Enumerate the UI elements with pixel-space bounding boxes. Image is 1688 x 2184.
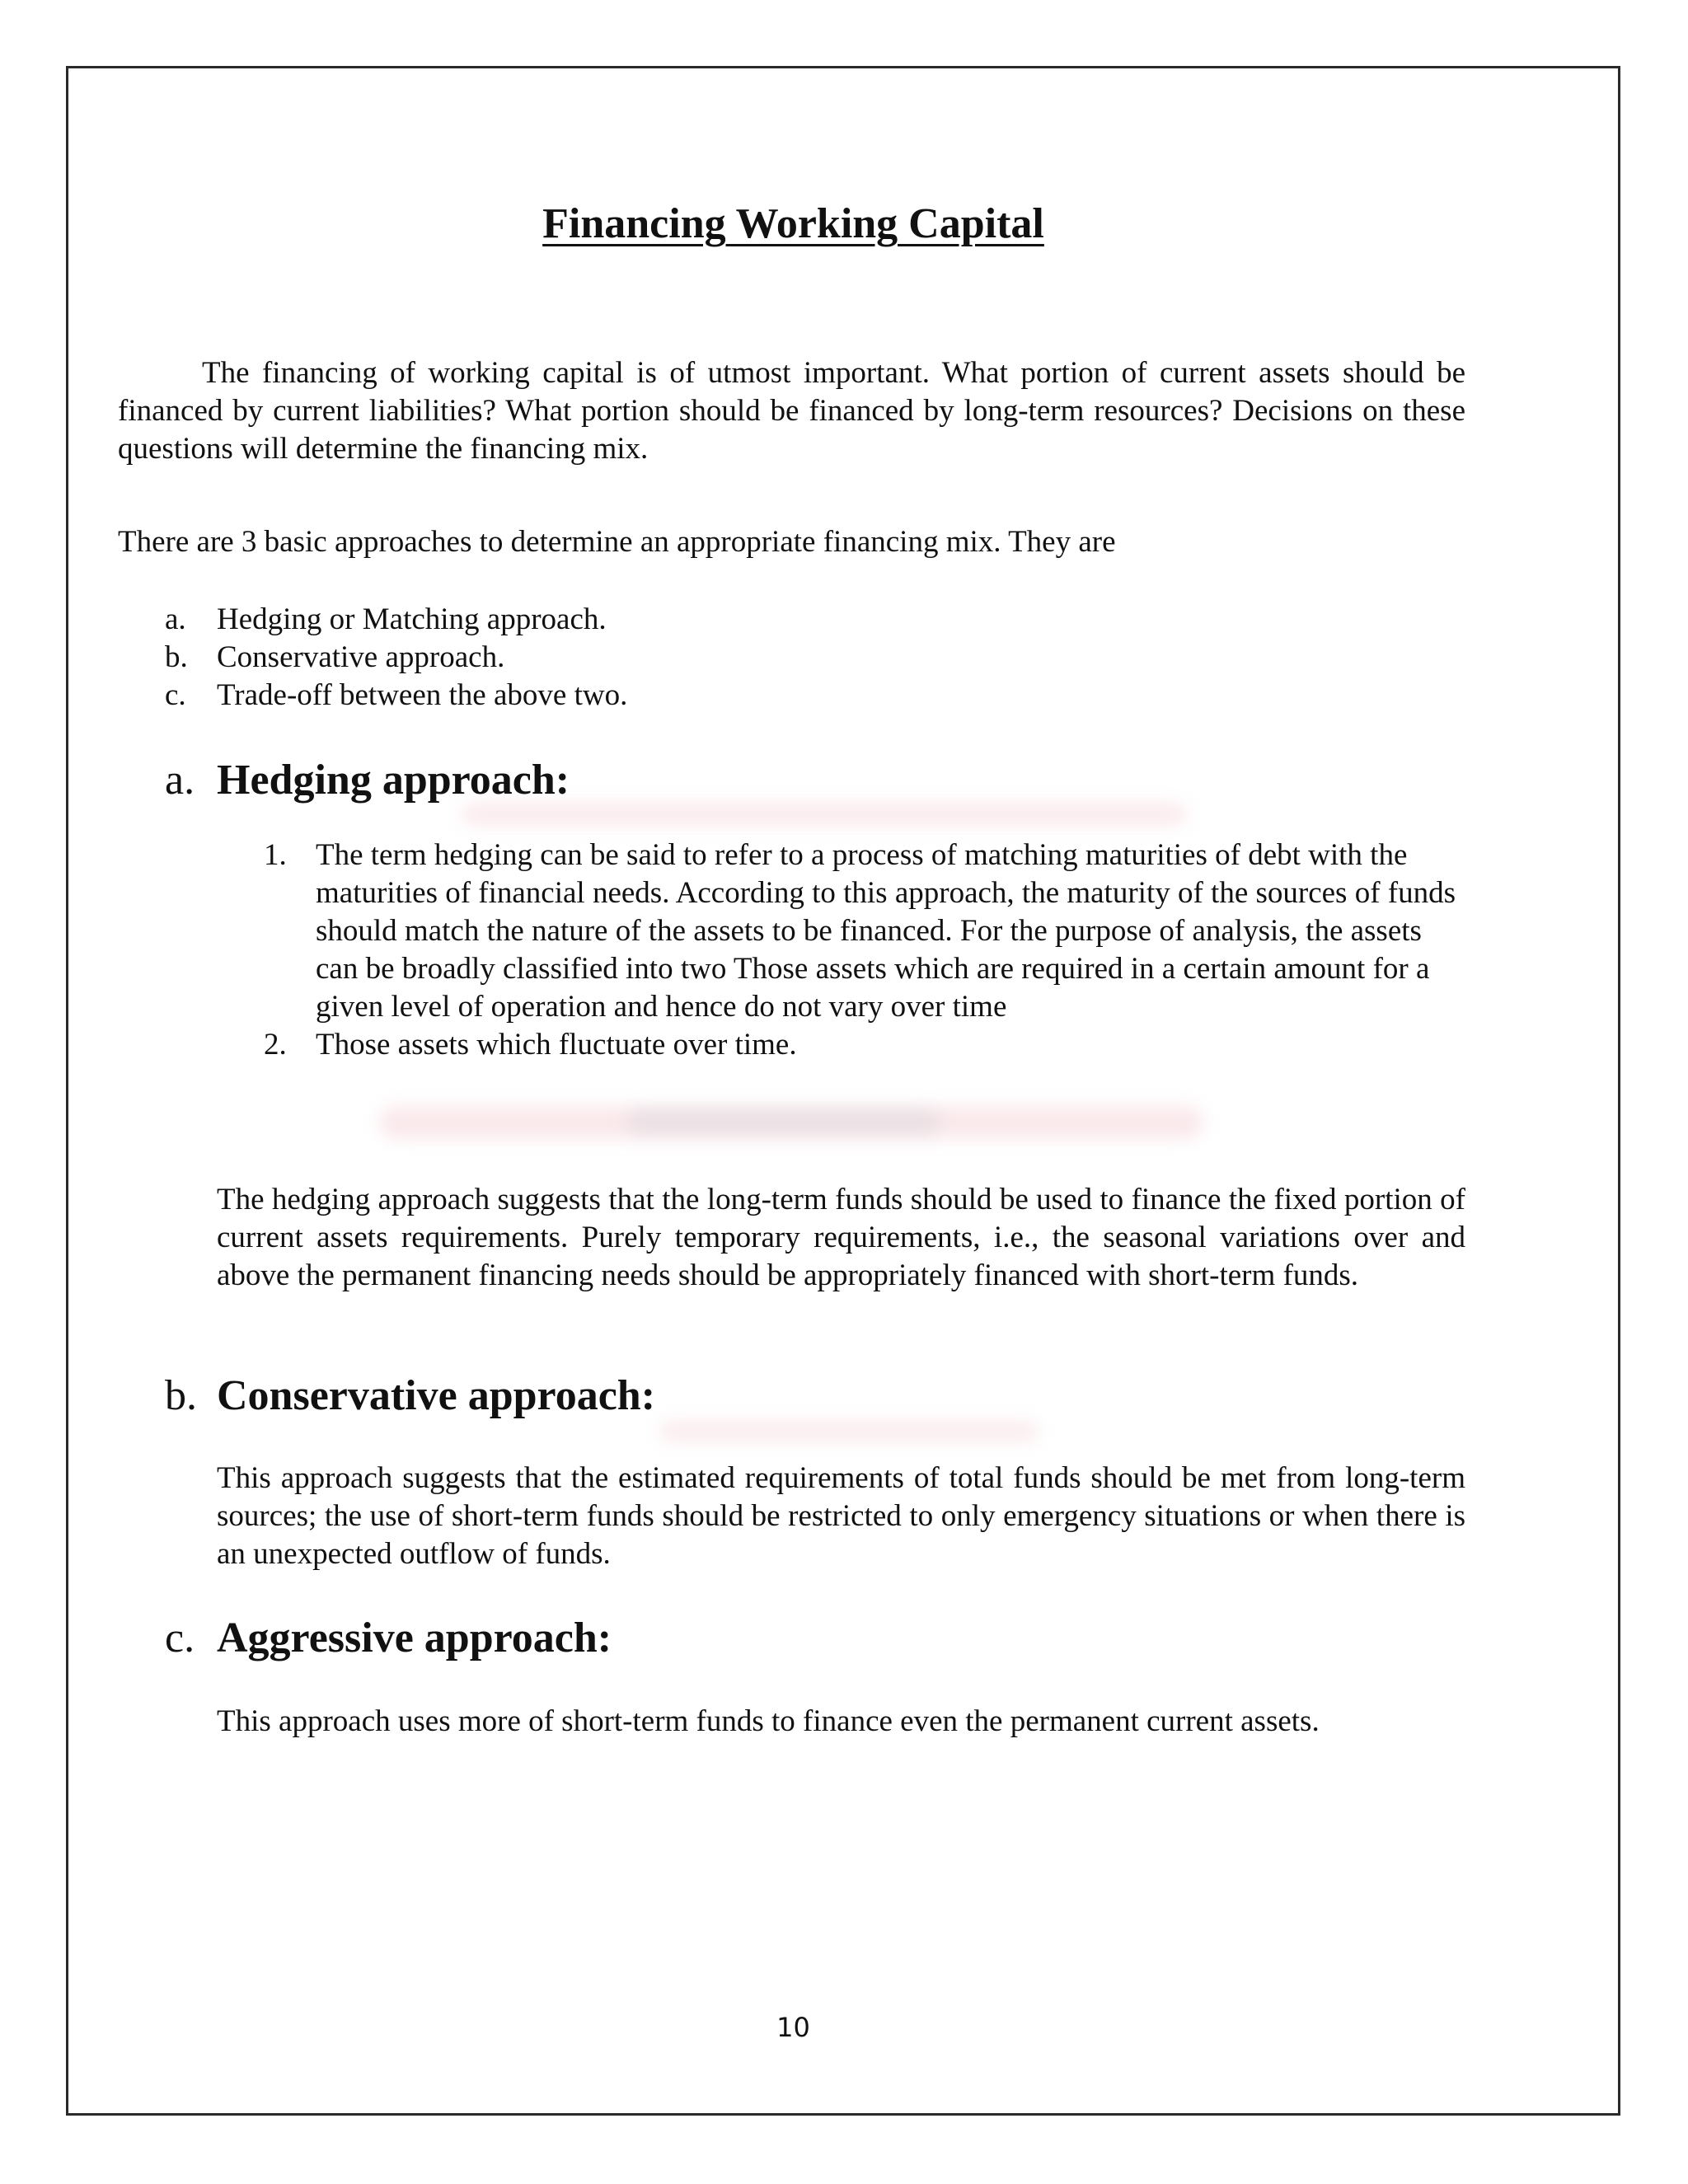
hedging-paragraph: The hedging approach suggests that the long-term funds should be used to finance the fixed portion of current assets requirements. Purely temporary requirements, i.e., the seasonal variations over and above the permanent financing needs should be appropriately financed with short-term funds. [217,1183,1465,1292]
list-item [264,837,1467,1026]
approaches-intro: There are 3 basic approaches to determine an appropriate financing mix. They are [118,525,1116,559]
scan-smudge [626,1109,940,1134]
aggressive-paragraph: This approach uses more of short-term funds to finance even the permanent current assets. [217,1704,1320,1738]
list-item [165,601,627,639]
list-item-text: Conservative approach. [217,640,505,674]
section-heading-text: Hedging approach: [217,757,570,804]
list-item-text: Trade-off between the above two. [217,678,628,712]
scan-smudge [462,804,1187,825]
list-item-text: Those assets which fluctuate over time. [316,1028,797,1062]
section-marker: b. [165,1372,197,1419]
list-marker: c. [165,678,186,712]
approaches-list [165,601,627,715]
page-title: Financing Working Capital [542,200,1044,247]
list-item [165,639,627,677]
list-item [165,677,627,715]
list-item [264,1026,1467,1064]
page-number: 10 [776,2012,810,2043]
list-item-text: Hedging or Matching approach. [217,602,607,636]
section-heading-hedging [165,754,570,807]
list-marker: b. [165,640,188,674]
section-heading-aggressive [165,1612,612,1665]
hedging-points-list [264,837,1467,1064]
section-heading-conservative [165,1370,655,1422]
conservative-paragraph: This approach suggests that the estimated requirements of total funds should be met from long-term sources; the use of short-term funds should be restricted to only emergency situations or when there is an unexpected outflow of funds. [217,1461,1465,1571]
list-marker: 1. [264,838,287,872]
section-heading-text: Conservative approach: [217,1372,656,1419]
list-item-text: The term hedging can be said to refer to a process of matching maturities of debt with the maturities of financial needs. According to this approach, the maturity of the sources of funds should match the nature of the assets to be financed. For the purpose of analysis, the assets can be broadly classified into two Those assets which are required in a certain amount for a given level of operation and hence do not vary over time [316,838,1456,1024]
section-heading-text: Aggressive approach: [217,1615,612,1661]
intro-paragraph: The financing of working capital is of utmost important. What portion of current assets should be financed by current liabilities? What portion should be financed by long-term resources? Decisions on these questions will determine the financing mix. [118,356,1465,466]
section-marker: c. [165,1615,195,1661]
section-marker: a. [165,757,195,804]
scan-smudge [659,1422,1039,1441]
list-marker: 2. [264,1028,287,1062]
list-marker: a. [165,602,186,636]
